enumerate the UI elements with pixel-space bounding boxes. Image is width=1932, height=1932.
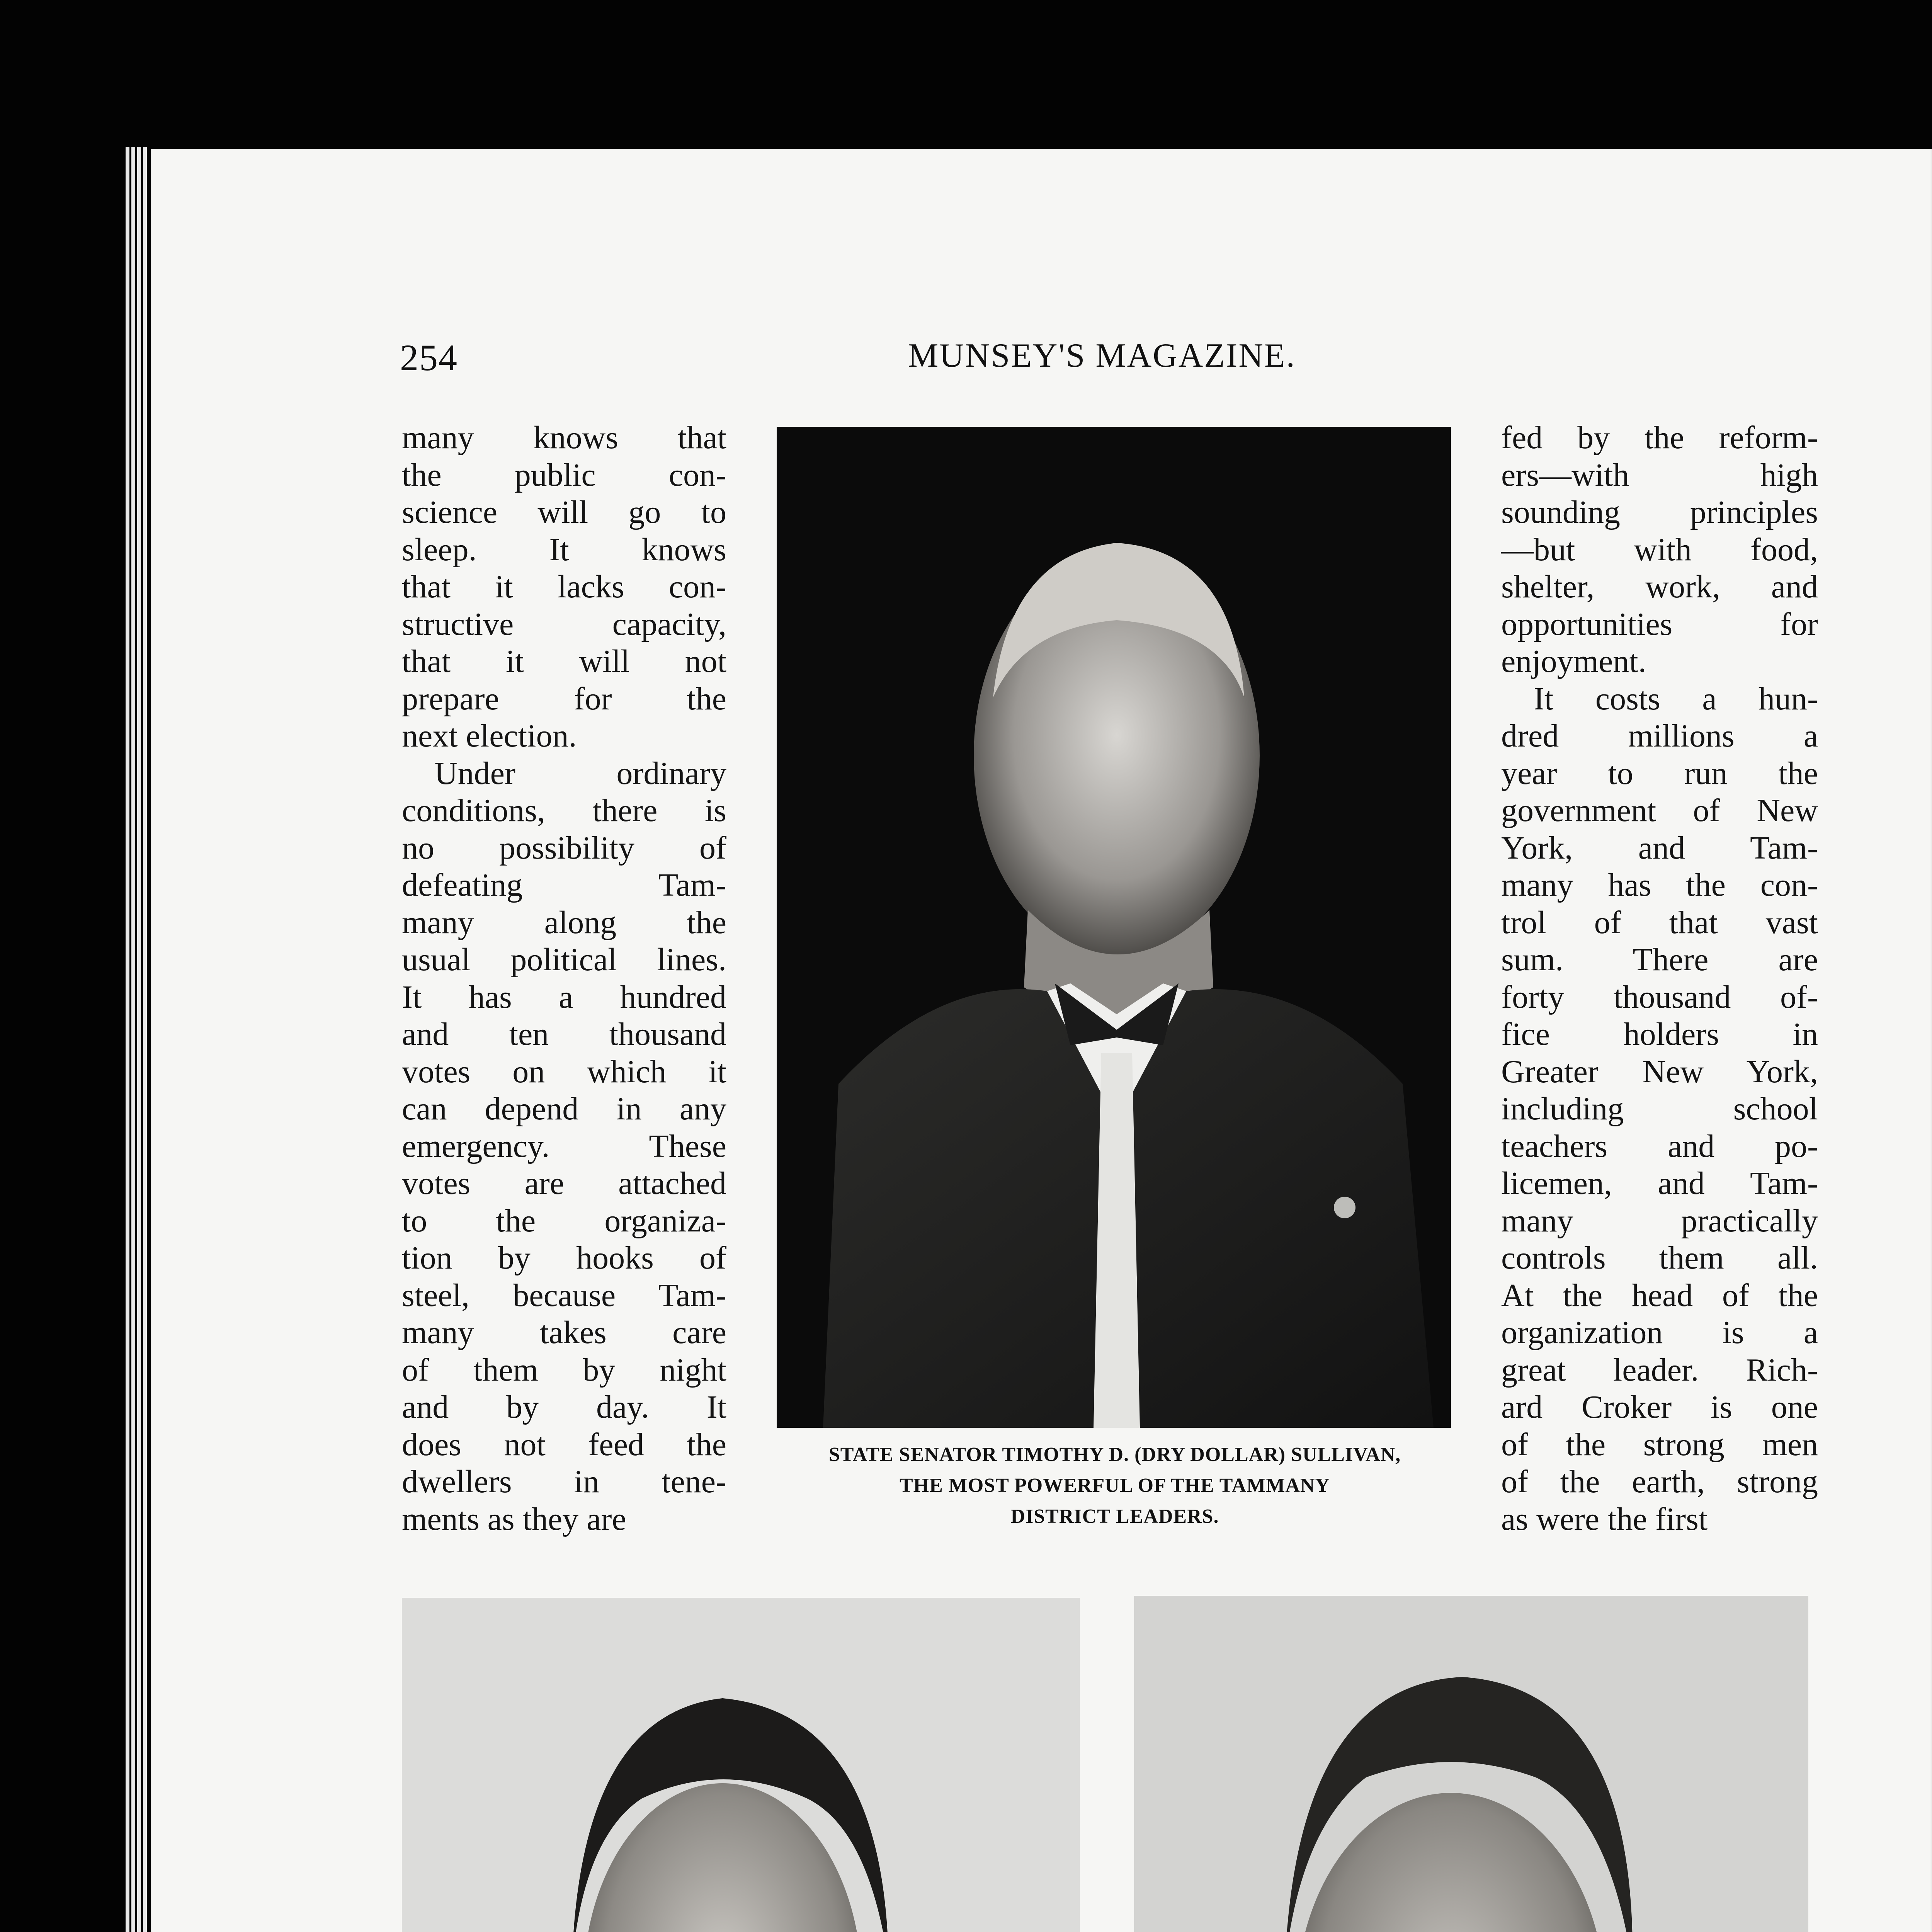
text-line: and ten thousand bbox=[402, 1016, 726, 1052]
portrait-coler bbox=[402, 1598, 1080, 1932]
text-line: and by day. It bbox=[402, 1389, 726, 1425]
text-line: including school bbox=[1501, 1091, 1818, 1127]
page-edge bbox=[131, 147, 135, 1932]
text-line: that it lacks con- bbox=[402, 569, 726, 605]
text-line: York, and Tam- bbox=[1501, 830, 1818, 866]
text-line: shelter, work, and bbox=[1501, 569, 1818, 605]
portrait-whalen-image bbox=[1134, 1596, 1808, 1932]
page-edge bbox=[143, 147, 147, 1932]
text-line: —but with food, bbox=[1501, 531, 1818, 568]
portrait-whalen bbox=[1134, 1596, 1808, 1932]
text-line: government of New bbox=[1501, 793, 1818, 828]
text-line: STATE SENATOR TIMOTHY D. (DRY DOLLAR) SULLIVAN, bbox=[828, 1444, 1401, 1466]
text-line: THE MOST POWERFUL OF THE TAMMANY bbox=[900, 1475, 1330, 1497]
text-line: steel, because Tam- bbox=[402, 1277, 726, 1313]
text-line: It costs a hun- bbox=[1534, 680, 1818, 717]
portrait-coler-image bbox=[402, 1598, 1080, 1932]
text-line: Greater New York, bbox=[1501, 1053, 1818, 1090]
text-line: fice holders in bbox=[1501, 1016, 1818, 1052]
text-line: It has a hundred bbox=[402, 979, 726, 1015]
text-line: prepare for the bbox=[402, 680, 726, 717]
text-line: opportunities for bbox=[1501, 606, 1818, 642]
text-line: controls them all. bbox=[1501, 1240, 1818, 1276]
page-edge bbox=[137, 147, 141, 1932]
text-line: Under ordinary bbox=[434, 755, 726, 791]
text-line: usual political lines. bbox=[402, 942, 726, 978]
text-line: no possibility of bbox=[402, 830, 726, 866]
text-line: enjoyment. bbox=[1501, 643, 1646, 679]
page-gutter bbox=[1930, 149, 1932, 1932]
text-line: many takes care bbox=[402, 1315, 726, 1350]
text-line: ard Croker is one bbox=[1501, 1389, 1818, 1425]
text-line: many practically bbox=[1501, 1202, 1818, 1239]
text-line: many along the bbox=[402, 904, 726, 940]
text-line: trol of that vast bbox=[1501, 904, 1818, 940]
text-line: defeating Tam- bbox=[402, 867, 726, 903]
portrait-sullivan bbox=[777, 427, 1451, 1428]
text-line: science will go to bbox=[402, 494, 726, 530]
text-line: of the strong men bbox=[1501, 1426, 1818, 1463]
right-text-column bbox=[1501, 419, 1818, 1538]
left-text-column bbox=[402, 419, 726, 1538]
portrait-sullivan-image bbox=[777, 427, 1451, 1428]
text-line: dred millions a bbox=[1501, 718, 1818, 754]
text-line: of them by night bbox=[402, 1352, 726, 1388]
text-line: tion by hooks of bbox=[402, 1240, 726, 1276]
text-line: as were the first bbox=[1501, 1501, 1708, 1537]
text-line: structive capacity, bbox=[402, 606, 726, 642]
text-line: sum. There are bbox=[1501, 942, 1818, 978]
text-line: does not feed the bbox=[402, 1426, 726, 1463]
text-line: ers—with high bbox=[1501, 457, 1818, 493]
text-line: year to run the bbox=[1501, 755, 1818, 791]
text-line: many has the con- bbox=[1501, 867, 1818, 903]
text-line: forty thousand of- bbox=[1501, 979, 1818, 1015]
text-line: next election. bbox=[402, 718, 577, 754]
text-line: votes are attached bbox=[402, 1165, 726, 1201]
text-line: organization is a bbox=[1501, 1315, 1818, 1350]
text-line: At the head of the bbox=[1501, 1277, 1818, 1313]
text-line: can depend in any bbox=[402, 1091, 726, 1127]
text-line: conditions, there is bbox=[402, 793, 726, 828]
text-line: that it will not bbox=[402, 643, 726, 679]
text-line: the public con- bbox=[402, 457, 726, 493]
text-line: teachers and po- bbox=[1501, 1128, 1818, 1164]
text-line: ments as they are bbox=[402, 1501, 626, 1537]
text-line: licemen, and Tam- bbox=[1501, 1165, 1818, 1201]
text-line: to the organiza- bbox=[402, 1202, 726, 1239]
text-line: of the earth, strong bbox=[1501, 1464, 1818, 1500]
text-line: fed by the reform- bbox=[1501, 420, 1818, 456]
text-line: sounding principles bbox=[1501, 494, 1818, 530]
page-edge bbox=[126, 147, 129, 1932]
text-line: sleep. It knows bbox=[402, 531, 726, 568]
caption-sullivan bbox=[744, 1439, 1486, 1532]
text-line: emergency. These bbox=[402, 1128, 726, 1164]
text-line: dwellers in tene- bbox=[402, 1464, 726, 1500]
running-head: MUNSEY'S MAGAZINE. bbox=[908, 337, 1296, 374]
page-number: 254 bbox=[400, 337, 458, 378]
text-line: great leader. Rich- bbox=[1501, 1352, 1818, 1388]
text-line: many knows that bbox=[402, 420, 726, 456]
text-line: votes on which it bbox=[402, 1053, 726, 1090]
text-line: DISTRICT LEADERS. bbox=[1010, 1505, 1219, 1527]
